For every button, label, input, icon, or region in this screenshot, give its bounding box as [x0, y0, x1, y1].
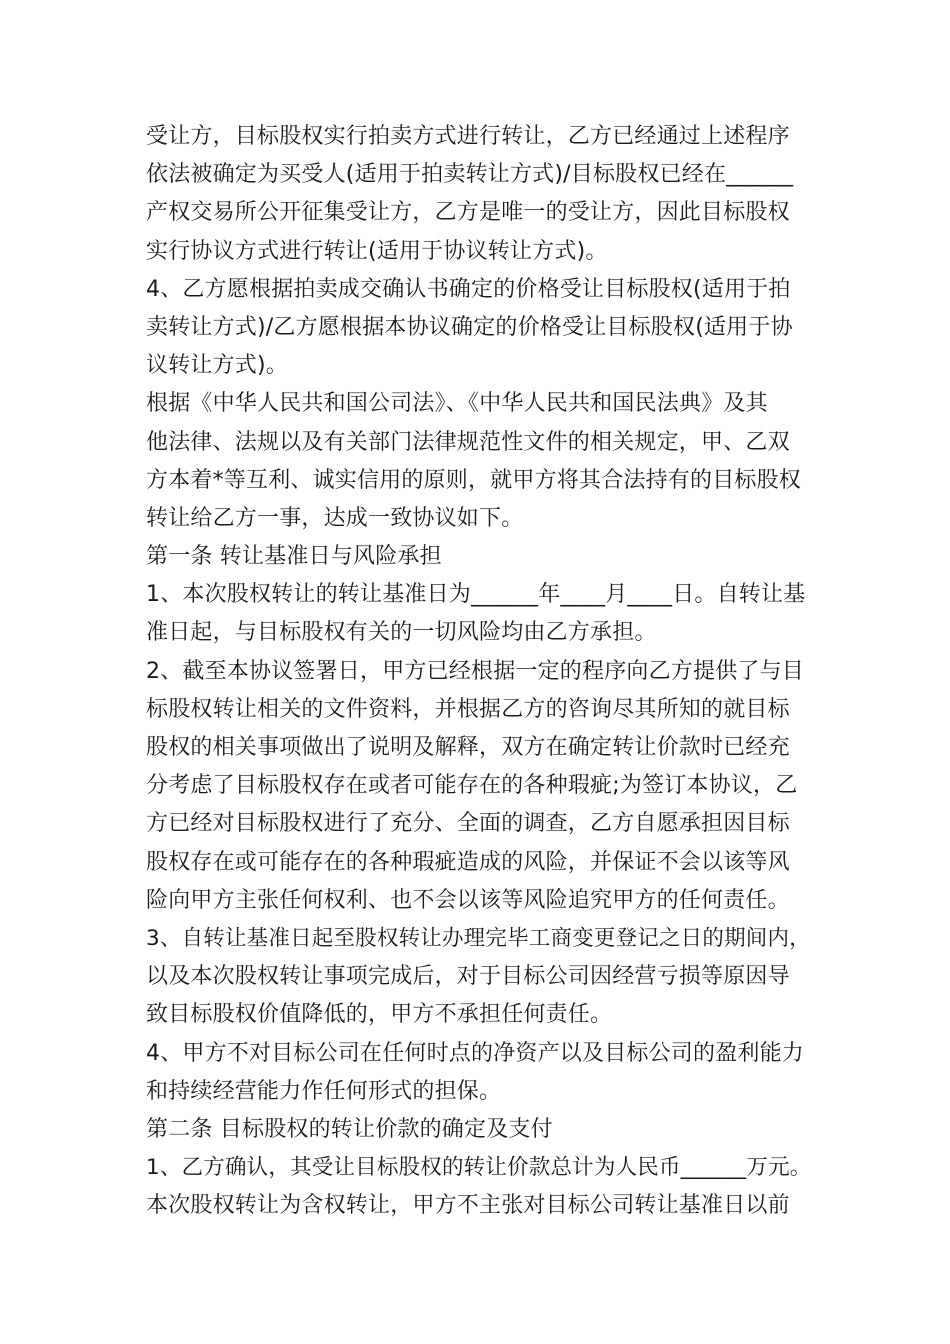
text-line: 股权存在或可能存在的各种瑕疵造成的风险，并保证不会以该等风 [146, 849, 790, 875]
text-line: 4、甲方不对目标公司在任何时点的净资产以及目标公司的盈利能力 [146, 1040, 804, 1066]
text-line: 方本着*等互利、诚实信用的原则，就甲方将其合法持有的目标股权 [146, 467, 802, 493]
text-line: 4、乙方愿根据拍卖成交确认书确定的价格受让目标股权(适用于拍 [146, 276, 791, 302]
text-line: 本次股权转让为含权转让，甲方不主张对目标公司转让基准日以前 [146, 1193, 790, 1219]
text-line: 方已经对目标股权进行了充分、全面的调查，乙方自愿承担因目标 [146, 811, 790, 837]
section-heading: 第二条 目标股权的转让价款的确定及支付 [146, 1116, 553, 1142]
section-heading: 第一条 转让基准日与风险承担 [146, 544, 442, 570]
text-line: 3、自转让基准日起至股权转让办理完毕工商变更登记之日的期间内， [146, 925, 811, 951]
text-line: 和持续经营能力作任何形式的担保。 [146, 1078, 502, 1104]
text-line: 受让方，目标股权实行拍卖方式进行转让，乙方已经通过上述程序 [146, 124, 790, 149]
text-line: 以及本次股权转让事项完成后，对于目标公司因经营亏损等原因导 [146, 964, 790, 990]
document-body [146, 118, 816, 1225]
text-line: 1、本次股权转让的转让基准日为______年____月____日。自转让基 [146, 582, 806, 608]
text-line: 实行协议方式进行转让(适用于协议转让方式)。 [146, 238, 608, 264]
text-line: 2、截至本协议签署日，甲方已经根据一定的程序向乙方提供了与目 [146, 658, 804, 684]
text-line: 议转让方式)。 [146, 353, 288, 379]
text-line: 致目标股权价值降低的，甲方不承担任何责任。 [146, 1002, 613, 1028]
text-line: 分考虑了目标股权存在或者可能存在的各种瑕疵;为签订本协议，乙 [146, 773, 798, 799]
text-line: 卖转让方式)/乙方愿根据本协议确定的价格受让目标股权(适用于协 [146, 314, 793, 340]
text-line: 1、乙方确认，其受让目标股权的转让价款总计为人民币______万元。 [146, 1155, 812, 1181]
text-line: 准日起，与目标股权有关的一切风险均由乙方承担。 [146, 620, 657, 646]
text-line: 他法律、法规以及有关部门法律规范性文件的相关规定，甲、乙双 [146, 429, 790, 455]
text-line: 险向甲方主张任何权利、也不会以该等风险追究甲方的任何责任。 [146, 887, 790, 913]
text-line: 依法被确定为买受人(适用于拍卖转让方式)/目标股权已经在______ [146, 162, 794, 188]
text-line: 根据《中华人民共和国公司法》、《中华人民共和国民法典》及其 [146, 391, 768, 417]
text-line: 产权交易所公开征集受让方，乙方是唯一的受让方，因此目标股权 [146, 200, 790, 226]
text-line: 转让给乙方一事，达成一致协议如下。 [146, 505, 524, 531]
text-line: 股权的相关事项做出了说明及解释，双方在确定转让价款时已经充 [146, 735, 790, 760]
text-line: 标股权转让相关的文件资料，并根据乙方的咨询尽其所知的就目标 [146, 696, 790, 722]
